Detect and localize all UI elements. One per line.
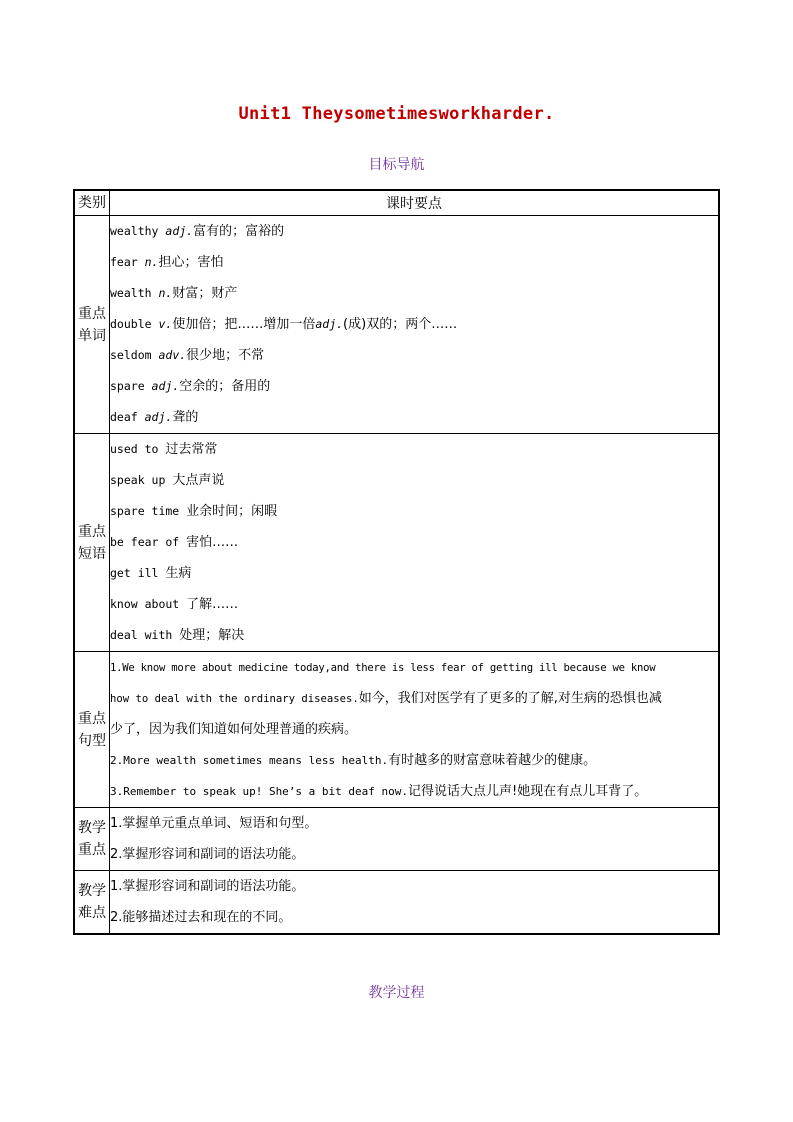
phrase-item: get ill 生病: [110, 566, 192, 581]
row-key-sentences: [74, 652, 719, 808]
focus-item: 2.掌握形容词和副词的语法功能。: [110, 847, 305, 862]
word-item: double v.使加倍；把……增加一倍adj.(成)双的；两个……: [110, 317, 458, 332]
phrase-item: used to 过去常常: [110, 442, 218, 457]
category-key-words: 重点单词: [74, 216, 110, 434]
sentence-line: 少了，因为我们知道如何处理普通的疾病。: [110, 722, 358, 737]
row-teaching-difficulty: [74, 871, 719, 935]
phrase-item: know about 了解……: [110, 597, 239, 612]
category-key-phrases: 重点短语: [74, 434, 110, 652]
category-teaching-focus: 教学重点: [74, 808, 110, 871]
phrase-item: spare time 业余时间；闲暇: [110, 504, 278, 519]
word-item: deaf adj.聋的: [110, 410, 199, 425]
row-key-phrases: [74, 434, 719, 652]
focus-item: 1.掌握单元重点单词、短语和句型。: [110, 816, 318, 831]
category-key-sentences: 重点句型: [74, 652, 110, 808]
word-item: seldom adv.很少地；不常: [110, 348, 265, 363]
phrase-item: be fear of 害怕……: [110, 535, 239, 550]
page-title: Unit1 Theysometimesworkharder.: [238, 104, 555, 124]
sentence-line: how to deal with the ordinary diseases.如今，我们对医学有了更多的了解,对生病的恐惧也减: [110, 691, 662, 706]
word-item: spare adj.空余的；备用的: [110, 379, 271, 394]
section-heading-goals: 目标导航: [368, 157, 425, 173]
row-key-words: [74, 216, 719, 434]
phrase-item: deal with 处理；解决: [110, 628, 245, 643]
lesson-plan-table: [73, 189, 720, 935]
header-key-points: 课时要点: [110, 190, 720, 216]
row-teaching-focus: [74, 808, 719, 871]
phrase-item: speak up 大点声说: [110, 473, 225, 488]
word-item: wealth n.财富；财产: [110, 286, 238, 301]
difficulty-item: 2.能够描述过去和现在的不同。: [110, 910, 292, 925]
category-teaching-difficulty: 教学难点: [74, 871, 110, 935]
sentence-line: 1.We know more about medicine today,and there is less fear of getting ill because we know: [110, 662, 656, 674]
sentence-line: 3.Remember to speak up! She’s a bit deaf now.记得说话大点儿声!她现在有点儿耳背了。: [110, 784, 648, 799]
difficulty-item: 1.掌握形容词和副词的语法功能。: [110, 879, 305, 894]
word-item: wealthy adj.富有的；富裕的: [110, 224, 285, 239]
table-header-row: [74, 190, 719, 216]
word-item: fear n.担心；害怕: [110, 255, 224, 270]
header-category: 类别: [74, 190, 110, 216]
section-heading-process: 教学过程: [368, 985, 425, 1001]
sentence-line: 2.More wealth sometimes means less health.有时越多的财富意味着越少的健康。: [110, 753, 597, 768]
